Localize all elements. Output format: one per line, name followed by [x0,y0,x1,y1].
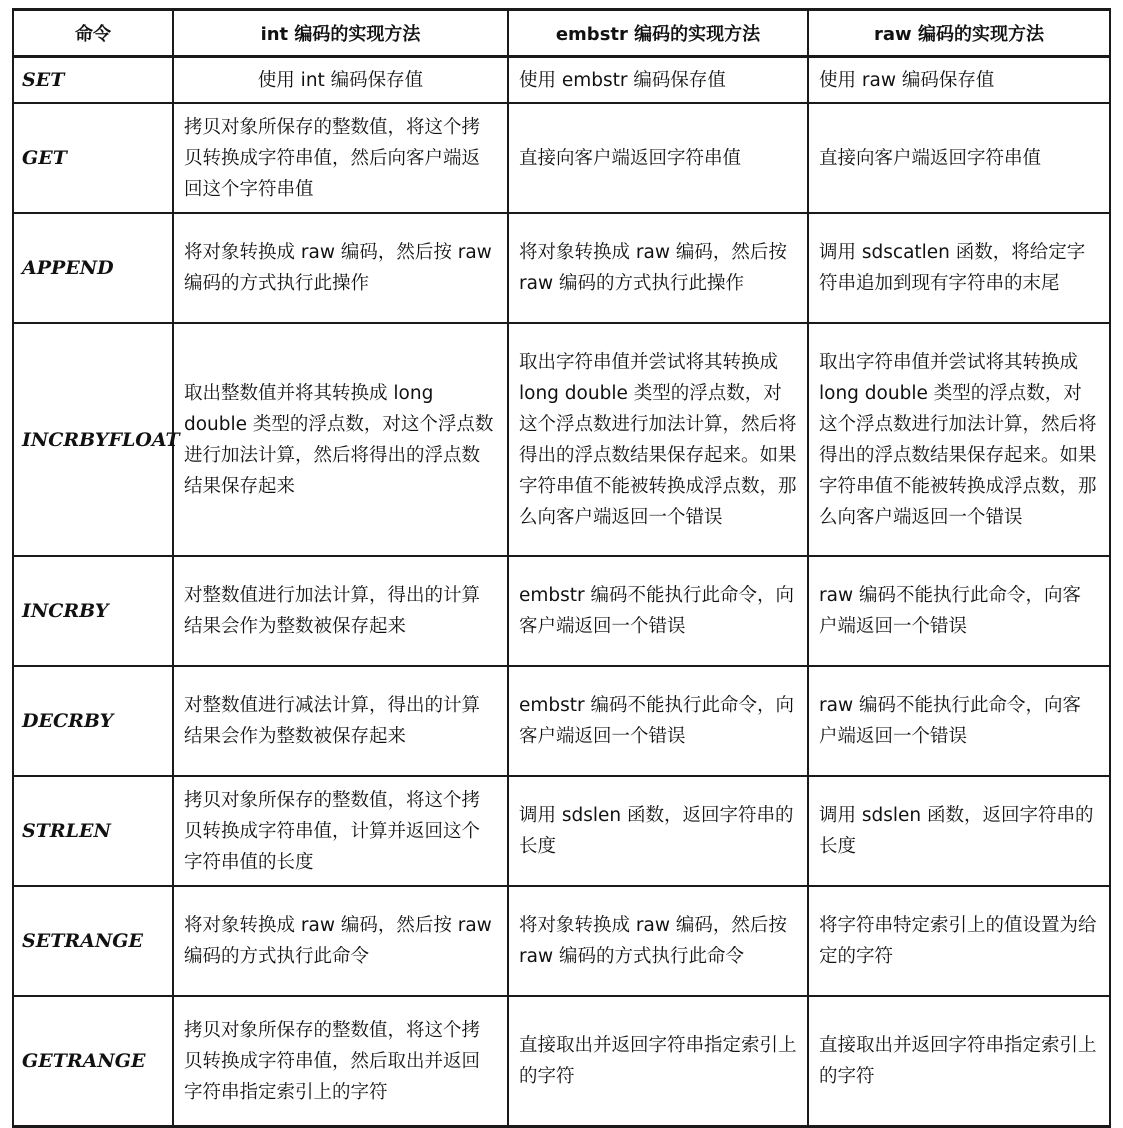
row-int-cell: 拷贝对象所保存的整数值，将这个拷贝转换成字符串值，计算并返回这个字符串值的长度 [173,776,508,886]
table-row [13,103,1110,213]
row-int-cell: 对整数值进行减法计算，得出的计算结果会作为整数被保存起来 [173,666,508,776]
row-raw-cell: 使用 raw 编码保存值 [808,57,1110,104]
table-row [13,213,1110,323]
row-raw-cell: 调用 sdscatlen 函数，将给定字符串追加到现有字符串的末尾 [808,213,1110,323]
table-row [13,996,1110,1127]
row-command: SET [13,57,173,104]
header-raw: raw 编码的实现方法 [808,10,1110,57]
row-command: INCRBYFLOAT [13,323,173,556]
document-page [12,8,1109,1103]
table-header [13,10,1110,57]
row-command: GETRANGE [13,996,173,1127]
row-command: SETRANGE [13,886,173,996]
encoding-comparison-table [12,8,1111,1128]
row-embstr-cell: 使用 embstr 编码保存值 [508,57,808,104]
row-int-cell: 将对象转换成 raw 编码，然后按 raw 编码的方式执行此操作 [173,213,508,323]
header-command: 命令 [13,10,173,57]
row-raw-cell: raw 编码不能执行此命令，向客户端返回一个错误 [808,666,1110,776]
row-raw-cell: 取出字符串值并尝试将其转换成 long double 类型的浮点数，对这个浮点数进行加法计算，然后将得出的浮点数结果保存起来。如果字符串值不能被转换成浮点数，那么向客户端返回一个错误 [808,323,1110,556]
row-embstr-cell: 直接取出并返回字符串指定索引上的字符 [508,996,808,1127]
row-raw-cell: raw 编码不能执行此命令，向客户端返回一个错误 [808,556,1110,666]
header-row [13,10,1110,57]
row-command: INCRBY [13,556,173,666]
table-row [13,556,1110,666]
row-int-cell: 将对象转换成 raw 编码，然后按 raw 编码的方式执行此命令 [173,886,508,996]
row-int-cell: 拷贝对象所保存的整数值，将这个拷贝转换成字符串值，然后取出并返回字符串指定索引上的字符 [173,996,508,1127]
row-int-cell: 拷贝对象所保存的整数值，将这个拷贝转换成字符串值，然后向客户端返回这个字符串值 [173,103,508,213]
table-row [13,323,1110,556]
row-command: DECRBY [13,666,173,776]
table-row [13,57,1110,104]
row-embstr-cell: 将对象转换成 raw 编码，然后按 raw 编码的方式执行此操作 [508,213,808,323]
row-embstr-cell: 直接向客户端返回字符串值 [508,103,808,213]
row-raw-cell: 直接取出并返回字符串指定索引上的字符 [808,996,1110,1127]
table-row [13,886,1110,996]
row-int-cell: 使用 int 编码保存值 [173,57,508,104]
table-row [13,666,1110,776]
row-embstr-cell: embstr 编码不能执行此命令，向客户端返回一个错误 [508,666,808,776]
row-embstr-cell: 将对象转换成 raw 编码，然后按 raw 编码的方式执行此命令 [508,886,808,996]
row-command: APPEND [13,213,173,323]
row-command: GET [13,103,173,213]
row-raw-cell: 将字符串特定索引上的值设置为给定的字符 [808,886,1110,996]
header-int: int 编码的实现方法 [173,10,508,57]
row-raw-cell: 调用 sdslen 函数，返回字符串的长度 [808,776,1110,886]
row-int-cell: 取出整数值并将其转换成 long double 类型的浮点数，对这个浮点数进行加法计算，然后将得出的浮点数结果保存起来 [173,323,508,556]
header-embstr: embstr 编码的实现方法 [508,10,808,57]
row-embstr-cell: embstr 编码不能执行此命令，向客户端返回一个错误 [508,556,808,666]
row-embstr-cell: 调用 sdslen 函数，返回字符串的长度 [508,776,808,886]
table-row [13,776,1110,886]
row-int-cell: 对整数值进行加法计算，得出的计算结果会作为整数被保存起来 [173,556,508,666]
row-command: STRLEN [13,776,173,886]
row-embstr-cell: 取出字符串值并尝试将其转换成 long double 类型的浮点数，对这个浮点数进行加法计算，然后将得出的浮点数结果保存起来。如果字符串值不能被转换成浮点数，那么向客户端返回一个错误 [508,323,808,556]
table-body [13,57,1110,1127]
row-raw-cell: 直接向客户端返回字符串值 [808,103,1110,213]
